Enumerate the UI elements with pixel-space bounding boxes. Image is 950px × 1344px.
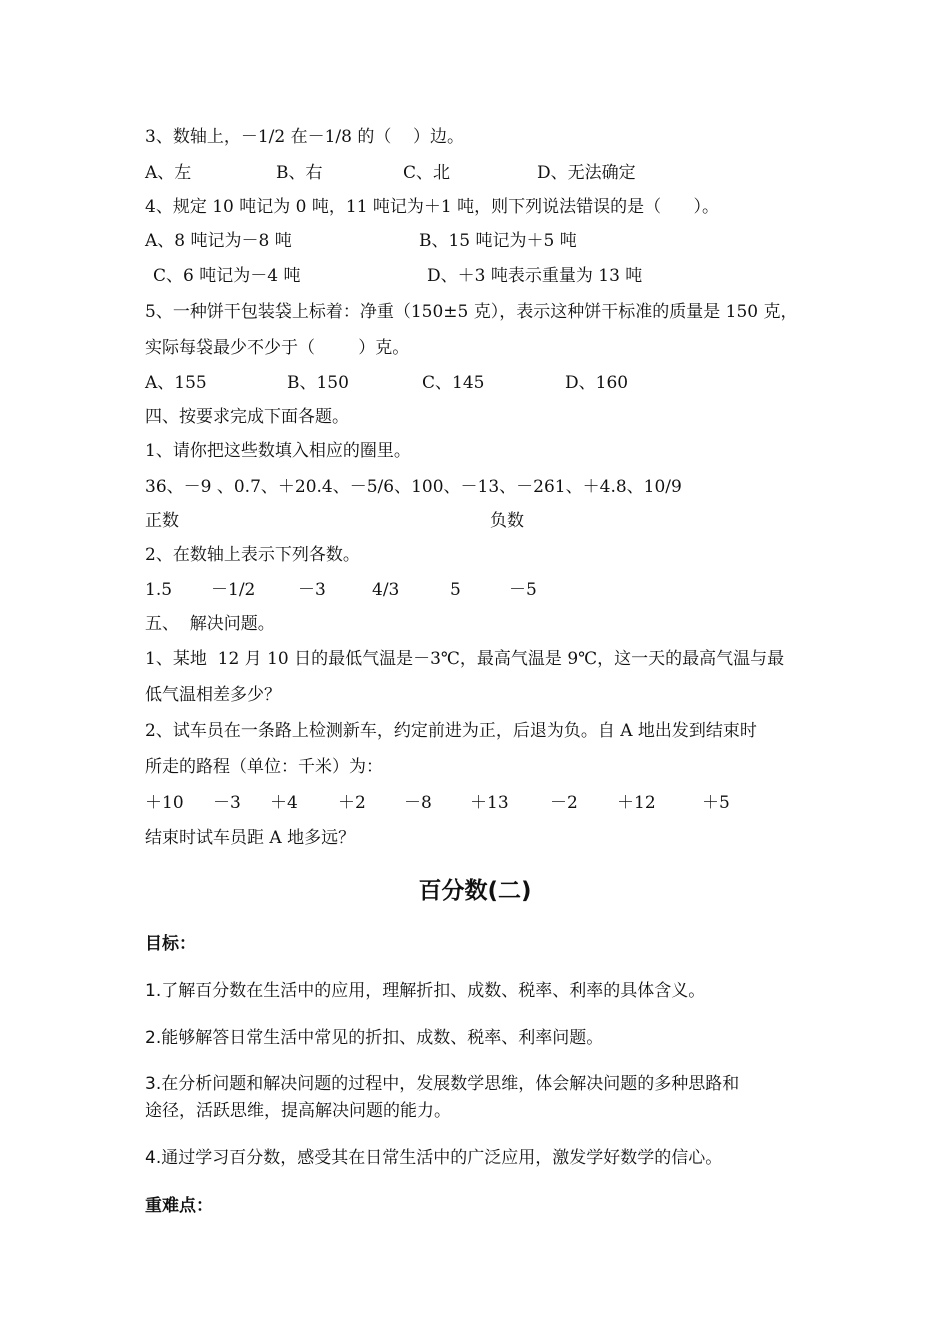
goal-4: 4.通过学习百分数，感受其在日常生活中的广泛应用，激发学好数学的信心。	[145, 1148, 723, 1168]
goal-3-line2: 途径，活跃思维，提高解决问题的能力。	[145, 1101, 451, 1121]
q5-option-a: A、155	[145, 373, 207, 393]
goal-1: 1.了解百分数在生活中的应用，理解折扣、成数、税率、利率的具体含义。	[145, 981, 706, 1001]
distance-value: －2	[550, 793, 578, 813]
distance-value: ＋12	[617, 793, 656, 813]
q3-option-b: B、右	[276, 163, 323, 183]
positive-label: 正数	[145, 511, 179, 531]
axis-number: －5	[509, 580, 537, 600]
problem1-line1: 1、某地 12 月 10 日的最低气温是－3℃，最高气温是 9℃，这一天的最高气温与最	[145, 649, 785, 669]
q3-option-d: D、无法确定	[537, 163, 636, 183]
distance-value: ＋5	[702, 793, 730, 813]
distance-value: －8	[404, 793, 432, 813]
axis-number: 5	[450, 580, 461, 600]
distance-value: ＋10	[145, 793, 184, 813]
q4-stem: 4、规定 10 吨记为 0 吨，11 吨记为＋1 吨，则下列说法错误的是（ ）。	[145, 197, 720, 217]
negative-label: 负数	[490, 511, 524, 531]
q5-stem-line2: 实际每袋最少不少于（ ）克。	[145, 338, 410, 358]
section4-item1: 1、请你把这些数填入相应的圈里。	[145, 441, 411, 461]
page-title: 百分数(二)	[418, 878, 532, 904]
q4-option-c: C、6 吨记为－4 吨	[153, 266, 301, 286]
problem2-line3: 结束时试车员距 A 地多远？	[145, 828, 356, 848]
section4-item2: 2、在数轴上表示下列各数。	[145, 545, 360, 565]
q3-option-a: A、左	[145, 163, 192, 183]
section5-heading: 五、 解决问题。	[145, 614, 275, 634]
goals-label: 目标：	[145, 934, 196, 954]
problem1-line2: 低气温相差多少？	[145, 685, 281, 705]
q3-stem: 3、数轴上，－1/2 在－1/8 的（ ）边。	[145, 127, 464, 147]
goal-3-line1: 3.在分析问题和解决问题的过程中，发展数学思维，体会解决问题的多种思路和	[145, 1074, 740, 1094]
axis-number: －1/2	[211, 580, 256, 600]
q4-option-a: A、8 吨记为－8 吨	[145, 231, 292, 251]
section4-heading: 四、按要求完成下面各题。	[145, 407, 349, 427]
q5-option-d: D、160	[565, 373, 629, 393]
problem2-line2: 所走的路程（单位：千米）为：	[145, 757, 383, 777]
q5-option-b: B、150	[287, 373, 349, 393]
distance-value: －3	[213, 793, 241, 813]
q4-option-b: B、15 吨记为＋5 吨	[419, 231, 577, 251]
q3-option-c: C、北	[403, 163, 451, 183]
axis-number: 1.5	[145, 580, 173, 600]
key-points-label: 重难点：	[145, 1196, 213, 1216]
distance-value: ＋2	[338, 793, 366, 813]
axis-number: 4/3	[372, 580, 400, 600]
distance-value: ＋13	[470, 793, 509, 813]
axis-number: －3	[298, 580, 326, 600]
problem2-line1: 2、试车员在一条路上检测新车，约定前进为正，后退为负。自 A 地出发到结束时	[145, 721, 757, 741]
q4-option-d: D、＋3 吨表示重量为 13 吨	[427, 266, 643, 286]
goal-2: 2.能够解答日常生活中常见的折扣、成数、税率、利率问题。	[145, 1028, 604, 1048]
q5-option-c: C、145	[422, 373, 485, 393]
q5-stem-line1: 5、一种饼干包装袋上标着：净重（150±5 克），表示这种饼干标准的质量是 150 克，	[145, 302, 798, 322]
distance-value: ＋4	[270, 793, 298, 813]
section4-numbers: 36、－9 、0.7、＋20.4、－5/6、100、－13、－261、＋4.8、10/9	[145, 477, 682, 497]
